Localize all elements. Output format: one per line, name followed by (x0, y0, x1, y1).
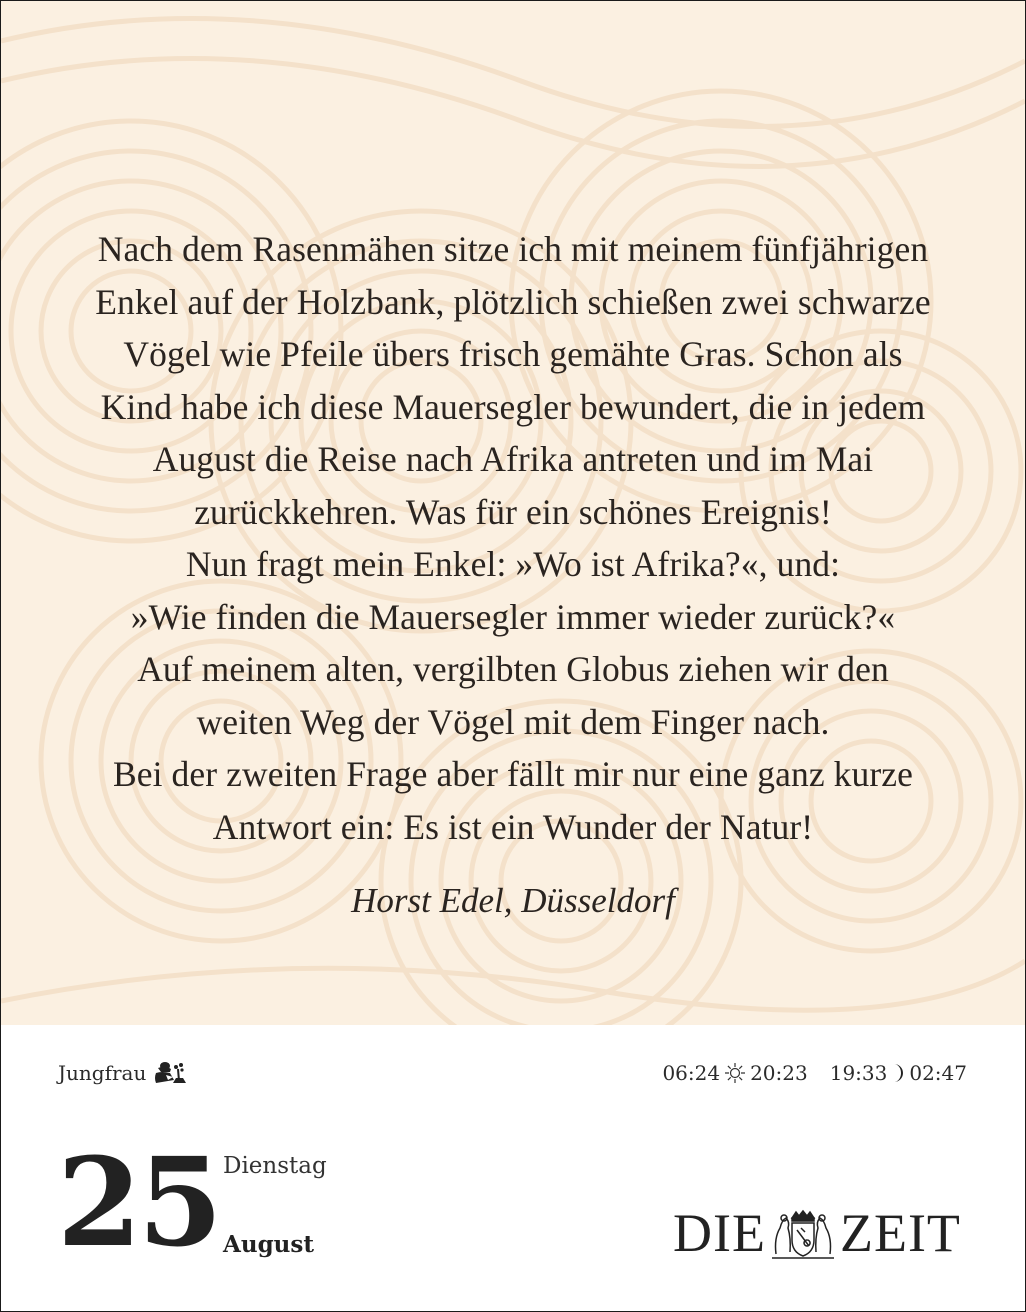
sunset-time: 20:23 (750, 1061, 808, 1085)
sun-icon (724, 1062, 746, 1084)
moonset-time: 02:47 (909, 1061, 967, 1085)
sunrise-time: 06:24 (662, 1061, 721, 1085)
coat-of-arms-icon (768, 1208, 838, 1260)
day-number: 25 (57, 1130, 219, 1274)
moonrise-time: 19:33 (829, 1061, 888, 1085)
quote-line: weiten Weg der Vögel mit dem Finger nach. (196, 701, 830, 742)
quote-line: Vögel wie Pfeile übers frisch gemähte Gras. Schon als (123, 334, 903, 374)
quote-line: Antwort ein: Es ist ein Wunder der Natur! (212, 806, 814, 847)
virgo-figure-icon (152, 1061, 188, 1085)
zodiac-sign (58, 1061, 188, 1085)
logo-word-die: DIE (673, 1203, 766, 1263)
quote-line: »Wie finden die Mauersegler immer wieder zurück?« (130, 596, 896, 637)
quote-line: Kind habe ich diese Mauersegler bewundert, die in jedem (100, 386, 926, 427)
quote-line: zurückkehren. Was für ein schönes Ereignis! (194, 491, 832, 532)
quote-author: Horst Edel, Düsseldorf (351, 881, 675, 920)
sun-moon-times (662, 1061, 967, 1085)
quote-line: Bei der zweiten Frage aber fällt mir nur eine ganz kurze (112, 754, 914, 794)
month: August (223, 1231, 314, 1258)
quote-panel (1, 1, 1025, 1025)
zodiac-label: Jungfrau (58, 1061, 147, 1085)
quote-text (41, 223, 985, 853)
quote-line: Nach dem Rasenmähen sitze ich mit meinem fünfjährigen (97, 229, 929, 269)
crescent-moon-icon (891, 1062, 905, 1084)
logo-word-zeit: ZEIT (839, 1203, 961, 1263)
die-zeit-logo (673, 1203, 961, 1263)
quote-line: August die Reise nach Afrika antreten und im Mai (152, 439, 874, 479)
quote-line: Auf meinem alten, vergilbten Globus ziehen wir den (137, 649, 889, 689)
quote-line: Nun fragt mein Enkel: »Wo ist Afrika?«, und: (185, 544, 841, 584)
quote-line: Enkel auf der Holzbank, plötzlich schießen zwei schwarze (95, 281, 931, 322)
weekday: Dienstag (223, 1153, 327, 1179)
